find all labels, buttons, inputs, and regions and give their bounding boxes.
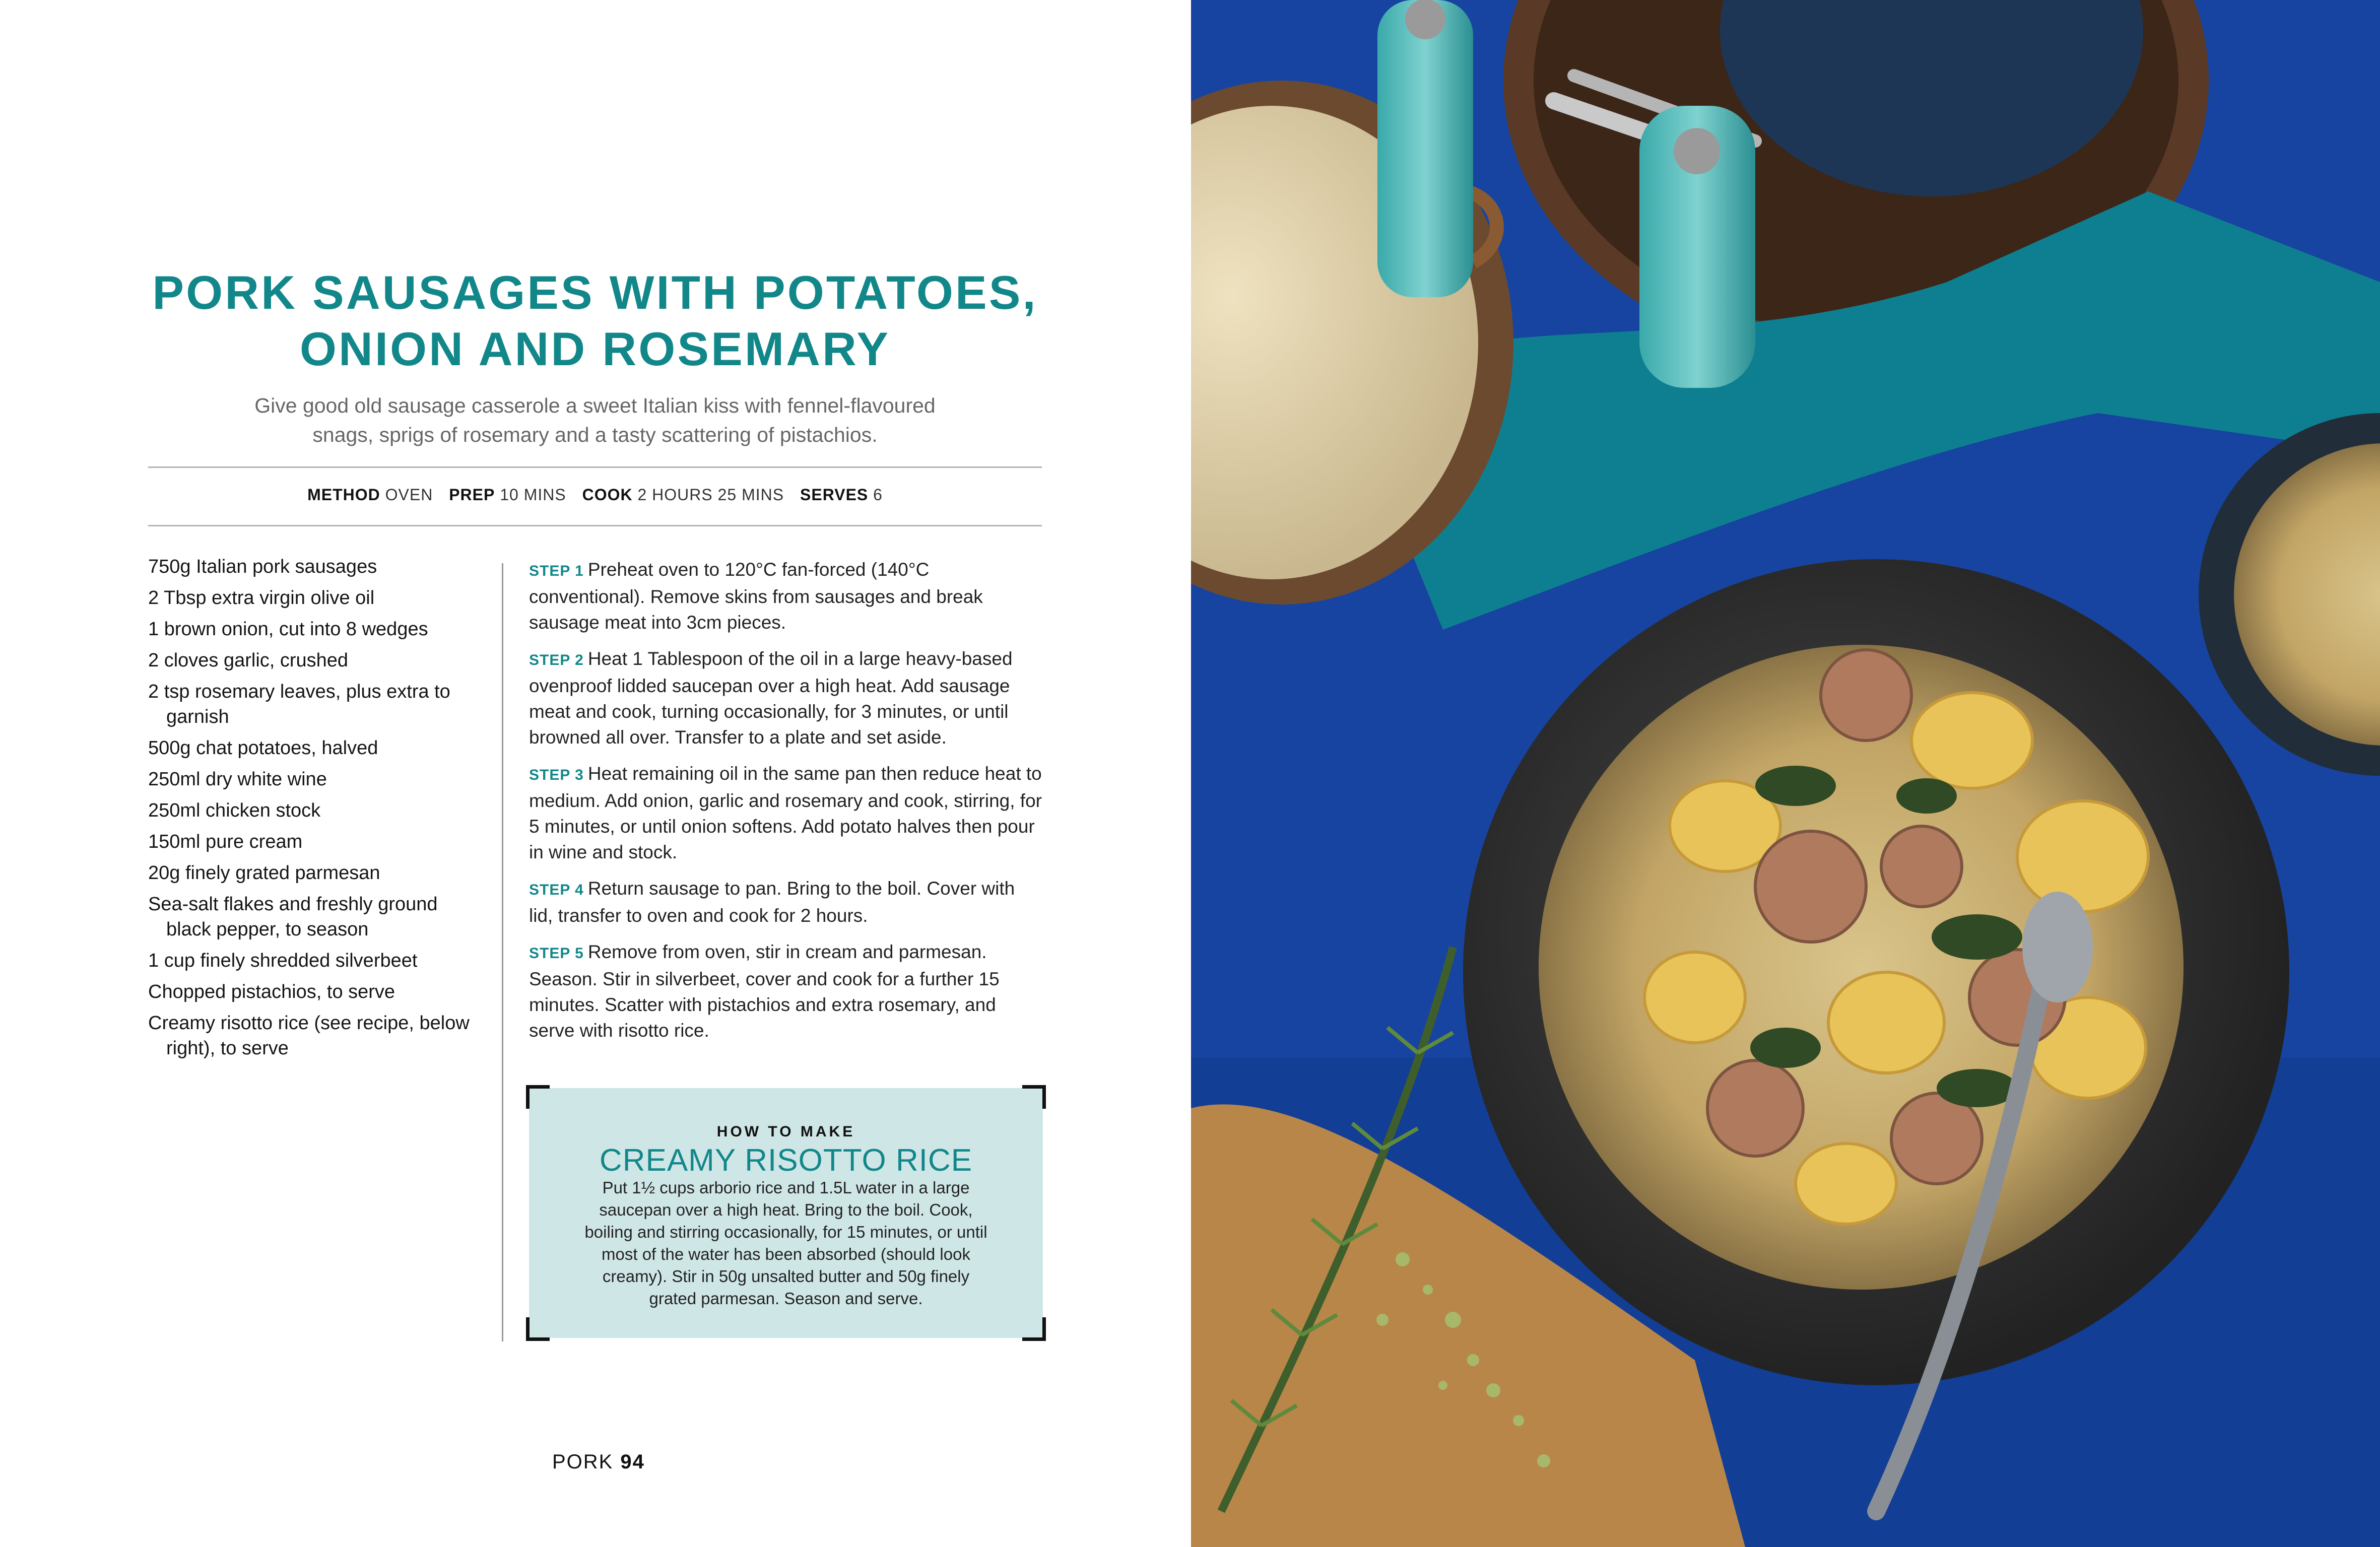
- ingredient-item: 2 cloves garlic, crushed: [148, 650, 349, 671]
- ingredient-item: 250ml chicken stock: [148, 800, 321, 821]
- title-line-1: PORK SAUSAGES WITH POTATOES,: [152, 266, 1038, 319]
- section-name: PORK: [552, 1451, 614, 1473]
- method-steps: [529, 557, 1043, 1054]
- sidebar-text: Put 1½ cups arborio rice and 1.5L water in a large saucepan over a high heat. Bring to the boil. Cook, boiling and stirring occasionally, for 15 minutes, or until most of the water has been absorbed (should look creamy). Stir in 50g unsalted butter and 50g finely grated parmesan. Season and serve.: [584, 1178, 987, 1308]
- step-5: [529, 939, 1043, 1043]
- corner-mark: [526, 1317, 550, 1341]
- step-label: STEP 4: [529, 882, 584, 898]
- salt-mill: [1377, 0, 1473, 297]
- ingredient-item: 500g chat potatoes, halved: [148, 737, 378, 759]
- ingredient-item: 1 brown onion, cut into 8 wedges: [148, 619, 428, 640]
- step-4: [529, 876, 1043, 928]
- recipe-title: [148, 264, 1042, 377]
- column-divider: [502, 563, 503, 1341]
- ingredient-item: Chopped pistachios, to serve: [148, 981, 395, 1002]
- recipe-intro: [148, 391, 1042, 449]
- ingredient-item: Creamy risotto rice (see recipe, below right), to serve: [148, 1013, 470, 1059]
- title-line-2: ONION AND ROSEMARY: [299, 322, 891, 375]
- intro-line-2: snags, sprigs of rosemary and a tasty scattering of pistachios.: [312, 423, 878, 446]
- ingredient-item: 1 cup finely shredded silverbeet: [148, 950, 418, 971]
- intro-line-1: Give good old sausage casserole a sweet Italian kiss with fennel-flavoured: [254, 394, 936, 417]
- step-label: STEP 1: [529, 563, 584, 579]
- prep-value: 10 MINS: [500, 486, 566, 504]
- corner-mark: [1022, 1085, 1046, 1109]
- step-text: Remove from oven, stir in cream and parmesan. Season. Stir in silverbeet, cover and cook for a further 15 minutes. Scatter with pistachios and extra rosemary, and serve with risotto rice.: [529, 941, 1000, 1041]
- ingredient-item: 20g finely grated parmesan: [148, 862, 380, 884]
- risotto-sidebar: [529, 1088, 1043, 1338]
- page-number: 94: [620, 1451, 645, 1473]
- step-text: Heat remaining oil in the same pan then reduce heat to medium. Add onion, garlic and rosemary and cook, stirring, for 5 minutes, or until onion softens. Add potato halves then pour in wine and stock.: [529, 763, 1042, 862]
- step-2: [529, 646, 1043, 750]
- ingredient-item: 250ml dry white wine: [148, 769, 327, 790]
- cook-label: COOK: [582, 486, 633, 504]
- page-footer: [552, 1451, 645, 1473]
- step-3: [529, 761, 1043, 865]
- ingredient-item: 2 Tbsp extra virgin olive oil: [148, 587, 375, 609]
- sidebar-title: CREAMY RISOTTO RICE: [599, 1143, 973, 1178]
- ingredient-item: Sea-salt flakes and freshly ground black pepper, to season: [148, 894, 438, 940]
- step-text: Heat 1 Tablespoon of the oil in a large heavy-based ovenproof lidded saucepan over a high heat. Add sausage meat and cook, turning occasionally, for 3 minutes, or until browned all over. Transfer to a plate and set aside.: [529, 648, 1013, 748]
- method-value: OVEN: [385, 486, 433, 504]
- method-label: METHOD: [307, 486, 380, 504]
- step-label: STEP 5: [529, 945, 584, 962]
- cook-value: 2 HOURS 25 MINS: [637, 486, 784, 504]
- prep-label: PREP: [449, 486, 495, 504]
- ingredient-item: 750g Italian pork sausages: [148, 556, 377, 577]
- step-label: STEP 3: [529, 767, 584, 783]
- corner-mark: [526, 1085, 550, 1109]
- step-text: Preheat oven to 120°C fan-forced (140°C conventional). Remove skins from sausages and break sausage meat into 3cm pieces.: [529, 559, 983, 633]
- sidebar-kicker: HOW TO MAKE: [716, 1123, 855, 1140]
- meta-divider: [148, 525, 1042, 526]
- serves-value: 6: [873, 486, 883, 504]
- top-divider: [148, 466, 1042, 468]
- ingredients-list: [148, 554, 486, 1067]
- dish-photo: [1191, 0, 2380, 1547]
- step-label: STEP 2: [529, 652, 584, 668]
- corner-mark: [1022, 1317, 1046, 1341]
- step-text: Return sausage to pan. Bring to the boil. Cover with lid, transfer to oven and cook for 2 hours.: [529, 878, 1015, 926]
- recipe-meta: [148, 486, 1042, 504]
- step-1: [529, 557, 1043, 635]
- ingredient-item: 2 tsp rosemary leaves, plus extra to garnish: [148, 681, 450, 727]
- serves-label: SERVES: [800, 486, 869, 504]
- ingredient-item: 150ml pure cream: [148, 831, 303, 852]
